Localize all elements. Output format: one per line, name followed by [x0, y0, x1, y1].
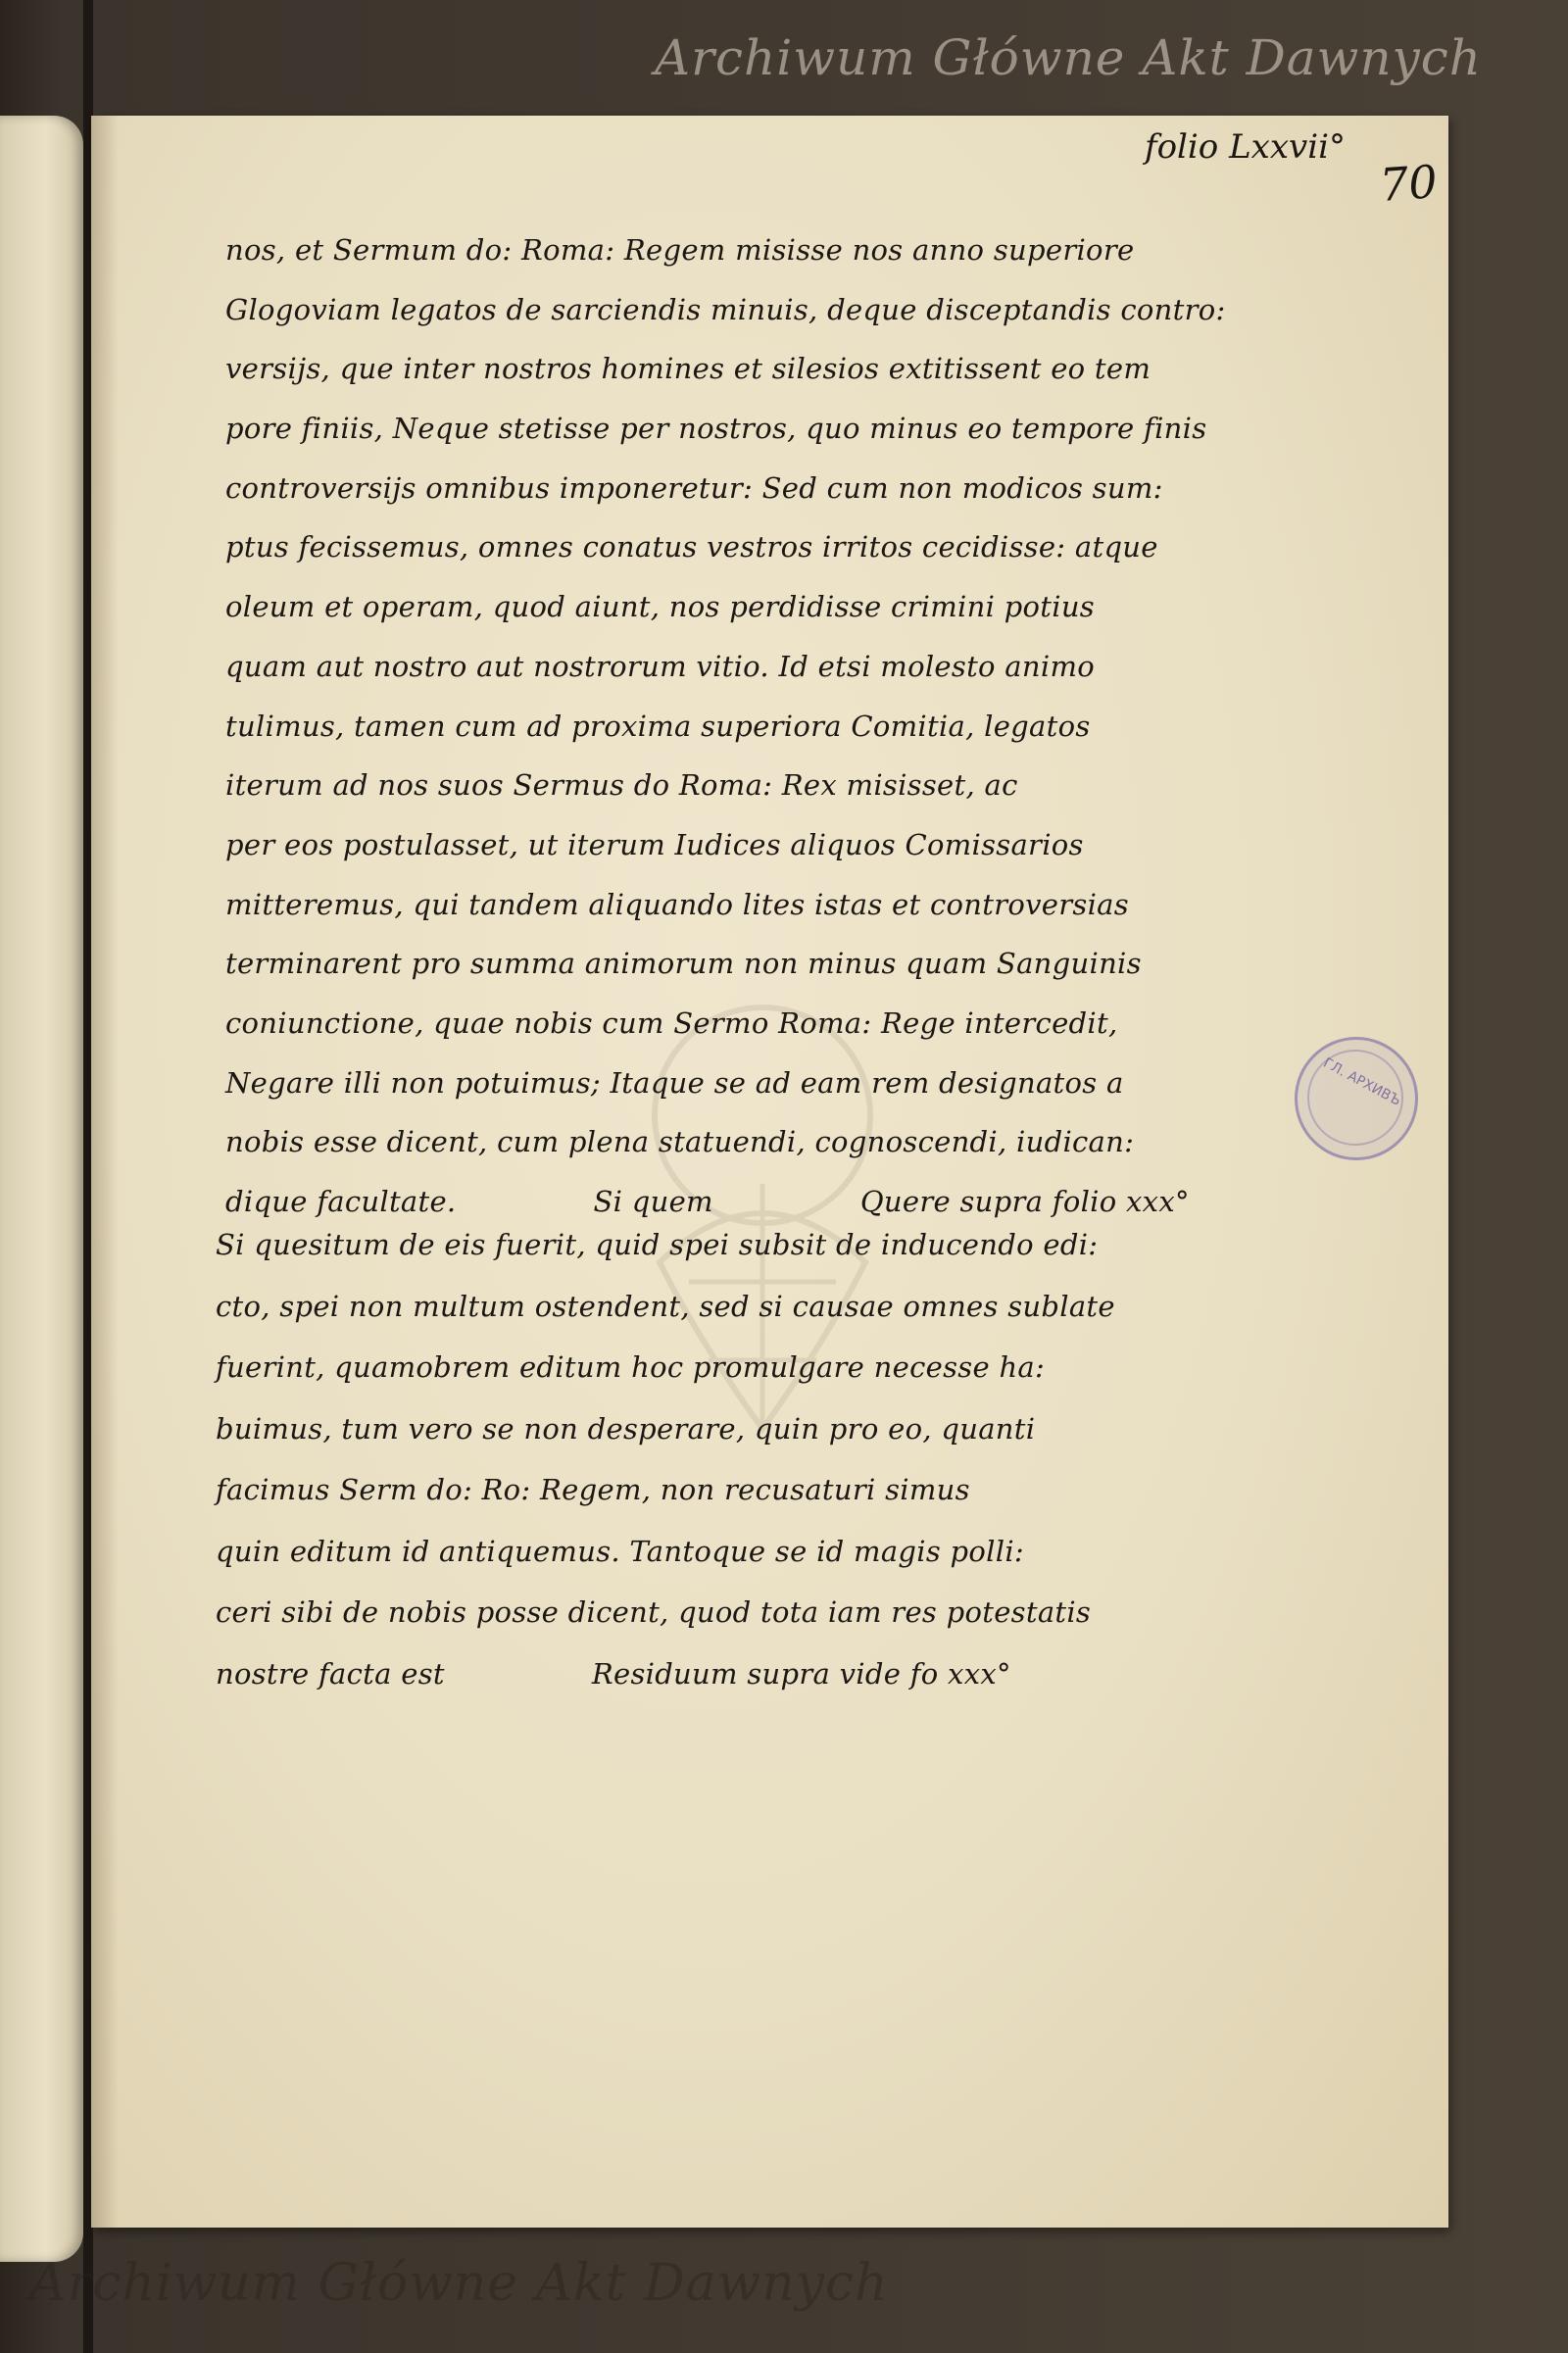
text-line: quam aut nostro aut nostrorum vitio. Id etsi molesto animo — [225, 649, 1096, 683]
text-line: buimus, tum vero se non desperare, quin pro eo, quanti — [216, 1411, 1036, 1446]
cross-reference: Quere supra folio xxx° — [859, 1185, 1190, 1218]
text-line: Glogoviam legatos de sarciendis minuis, deque disceptandis contro: — [225, 292, 1226, 326]
text-line: cto, spei non multum ostendent, sed si causae omnes sublate — [216, 1289, 1115, 1323]
text-line: versijs, que inter nostros homines et silesios extitissent eo tem — [225, 352, 1152, 386]
text-fragment: nostre facta est — [216, 1656, 445, 1691]
text-line: ceri sibi de nobis posse dicent, quod tota iam res potestatis — [216, 1595, 1092, 1629]
archive-watermark-bottom: Archiwum Główne Akt Dawnych — [29, 2254, 889, 2313]
text-line: Si quesitum de eis fuerit, quid spei subsit de inducendo edi: — [216, 1228, 1099, 1261]
text-line: ptus fecissemus, omnes conatus vestros irritos cecidisse: atque — [225, 530, 1158, 564]
text-line: coniunctione, quae nobis cum Sermo Roma: Rege intercedit, — [225, 1005, 1118, 1040]
folio-reference: folio Lxxvii° — [1145, 127, 1346, 167]
text-line: quin editum id antiquemus. Tantoque se id magis polli: — [216, 1534, 1024, 1568]
text-line: pore finiis, Neque stetisse per nostros, quo minus eo tempore finis — [225, 412, 1207, 446]
cross-reference: Residuum supra vide fo xxx° — [591, 1656, 1011, 1691]
text-line: Negare illi non potuimus; Itaque se ad eam rem designatos a — [225, 1065, 1124, 1100]
text-line: terminarent pro summa animorum non minus quam Sanguinis — [225, 947, 1142, 981]
text-line: per eos postulasset, ut iterum Iudices aliquos Comissarios — [225, 827, 1084, 861]
left-page-edge — [0, 116, 83, 2262]
text-fragment: Si quem — [593, 1185, 713, 1218]
library-stamp — [1295, 1037, 1418, 1160]
paragraph-2 — [216, 1230, 1196, 1720]
folio-number: 70 — [1378, 155, 1440, 212]
text-line: iterum ad nos suos Sermus do Roma: Rex misisset, ac — [225, 768, 1018, 803]
text-line: tulimus, tamen cum ad proxima superiora Comitia, legatos — [225, 709, 1091, 743]
text-line: mitteremus, qui tandem aliquando lites istas et controversias — [225, 887, 1129, 921]
paragraph-1 — [225, 233, 1226, 1247]
text-line-last — [216, 1656, 1196, 1721]
text-line: oleum et operam, quod aiunt, nos perdidisse crimini potius — [225, 590, 1095, 624]
text-line: nobis esse dicent, cum plena statuendi, cognoscendi, iudican: — [225, 1125, 1135, 1159]
archive-watermark-top: Archiwum Główne Akt Dawnych — [655, 29, 1482, 86]
text-line: controversijs omnibus imponeretur: Sed cum non modicos sum: — [225, 470, 1163, 505]
text-line: fuerint, quamobrem editum hoc promulgare necesse ha: — [216, 1350, 1046, 1384]
text-line: nos, et Sermum do: Roma: Regem misisse nos anno superiore — [225, 233, 1135, 267]
text-line: facimus Serm do: Ro: Regem, non recusaturi simus — [216, 1473, 970, 1506]
stamp-text: ГЛ. АРХИВЪ — [1320, 1054, 1404, 1109]
text-fragment: dique facultate. — [225, 1185, 457, 1218]
